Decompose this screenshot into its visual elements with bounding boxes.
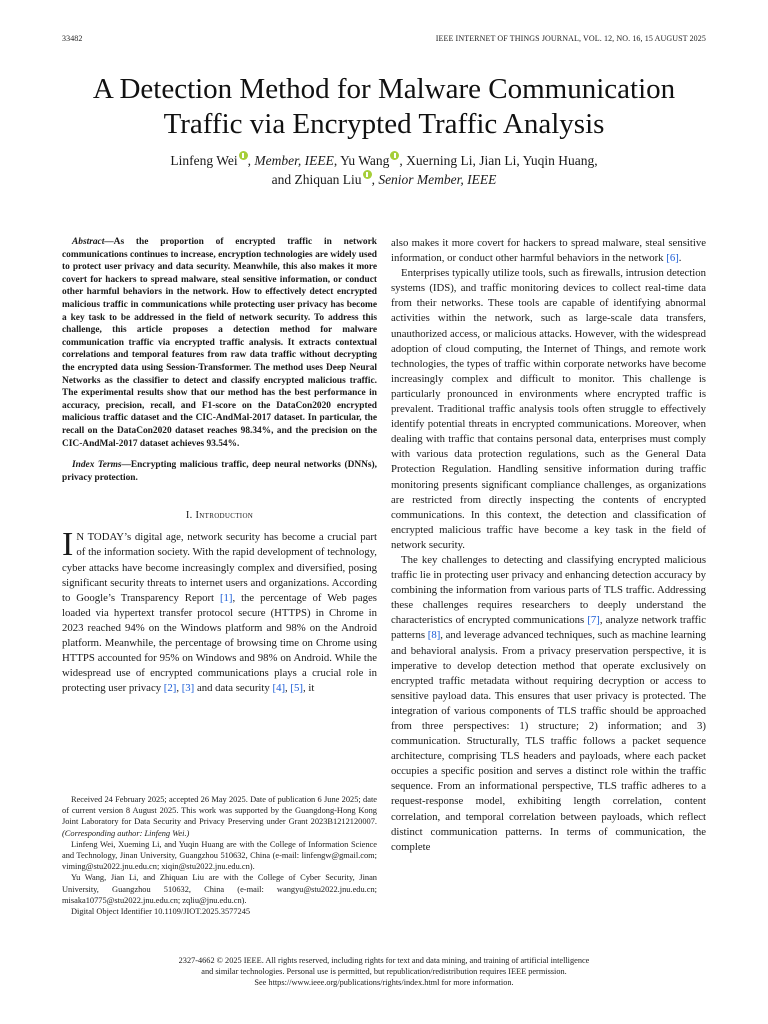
intro-text: N TODAY’s digital age, network security has become a crucial part of the information society. With the rapid development of technology, cyber attacks have become increasingly complex and diversified, posing significant security threats to internet users and organizations. According to Google’s Transparency Report: [62, 531, 377, 604]
orcid-icon[interactable]: [239, 151, 248, 160]
page-number: 33482: [62, 34, 83, 43]
abstract-text: —As the proportion of encrypted traffic in network communications continues to increase, encryption technologies are widely used to protect user privacy and data security. Meanwhile, this also makes it more covert for hackers to spread malware, steal sensitive information, or conduct other harmful behaviors in the network. How to effectively detect encrypted malicious traffic in communications while protecting user privacy has become a key task to be addressed in the field of network security. To address this challenge, this article proposes a detection method for malware communication traffic via encrypted traffic analysis. It extracts contextual correlations and temporal features from raw data traffic without decrypting the encrypted data using Session-Transformer. The method uses Deep Neural Networks as the classifier to detect and classify encrypted malicious traffic. The experimental results show that our method has the best performance in accuracy, precision, recall, and F1-score on the DataCon2020 encrypted malicious traffic dataset and the CIC-AndMal-2017 dataset. In particular, the recall on the DataCon2020 dataset reaches 98.34%, and the precision on the CIC-AndMal-2017 dataset achieves 93.54%.: [62, 237, 377, 449]
left-column: [62, 236, 377, 696]
author-name: Linfeng Wei: [170, 153, 238, 168]
citation-link[interactable]: [2]: [163, 682, 177, 695]
citation-link[interactable]: [7]: [587, 614, 600, 627]
citation-link[interactable]: [1]: [219, 591, 233, 604]
body-text: , and leverage advanced techniques, such as machine learning and behavioral analysis. From a privacy preservation perspective, it is imperative to develop detection method that operate exclusively on encrypted traffic metadata without requiring decryption or access to sensitive payload data. This ensures that user privacy is protected. The integration of various components of TLS traffic should be approached from three perspectives: 1) structure; 2) information; and 3) communication. Structurally, TLS traffic follows a packet sequence architecture, comprising TLS headers and payloads, where each packet occupies a specific position and serves a distinct role within the traffic sequence. From an informational perspective, TLS traffic adheres to a request-response model, exhibiting length correlation, content correlation, and temporal correlation between payloads, which reflect distinct communication patterns. In terms of communication, the complete: [391, 629, 706, 853]
drop-cap: I: [62, 526, 74, 564]
citation-link[interactable]: [5]: [290, 682, 303, 695]
orcid-icon[interactable]: [390, 151, 399, 160]
section-heading: [62, 508, 377, 523]
body-text: also makes it more covert for hackers to spread malware, steal sensitive information, or conduct other harmful behaviors in the network: [391, 237, 706, 265]
citation-link[interactable]: [6]: [666, 252, 679, 265]
footnote-affiliation-1: Linfeng Wei, Xueming Li, and Yuqin Huang are with the College of Information Science and Technology, Jinan University, Guangzhou 510632, China (e-mail: linfengw@gmail.com; viming@stu2022.jnu.edu.cn; xiqin@stu2022.jnu.edu.cn).: [62, 839, 377, 872]
orcid-icon[interactable]: [363, 170, 372, 179]
intro-paragraph: [62, 526, 377, 696]
title-line-1: A Detection Method for Malware Communication: [92, 73, 676, 105]
separator: ,: [285, 682, 291, 695]
citation-link[interactable]: [8]: [427, 629, 441, 642]
right-paragraph: [391, 236, 706, 266]
index-terms: [62, 459, 377, 484]
citation-link[interactable]: [3]: [181, 682, 195, 695]
index-terms-lead: Index Terms: [72, 460, 122, 471]
author-line-2: and Zhiquan Liu , Senior Member, IEEE: [271, 172, 497, 187]
footnotes: [62, 794, 377, 917]
author-role: Member, IEEE: [254, 153, 334, 168]
separator: ,: [176, 682, 182, 695]
footnote-affiliation-2: Yu Wang, Jian Li, and Zhiquan Liu are with the College of Cyber Security, Jinan University, Guangzhou 510632, China (e-mail: wangyu@stu2022.jnu.edu.cn; misaka10775@stu2022.jnu.edu.cn; zqliu@jnu.edu.cn).: [62, 873, 377, 905]
intro-text: and data security: [194, 682, 273, 695]
abstract-lead: Abstract: [72, 237, 105, 247]
copyright-line-1: 2327-4662 © 2025 IEEE. All rights reserved, including rights for text and data mining, and training of artificial intelligence: [178, 956, 590, 965]
footnote-text: Received 24 February 2025; accepted 26 May 2025. Date of publication 6 June 2025; date of current version 8 August 2025. This work was supported by the Guangdong-Hong Kong Joint Laboratory for Data Security and Privacy Preserving under Grant 2023B1212120007.: [62, 795, 377, 827]
right-paragraph: [391, 553, 706, 855]
section-title: Introduction: [195, 510, 254, 522]
right-paragraph: Enterprises typically utilize tools, such as firewalls, intrusion detection systems (IDS), and traffic monitoring devices to collect real-time data from their networks. These tools are capable of identifying abnormal activities within the network, such as large-scale data transfers, unauthorized access, or malicious attacks. However, with the widespread adoption of cloud computing, the Internet of Things, and remote work technologies, the types of traffic within corporate networks have become increasingly complex and difficult to monitor. This challenge is particularly pronounced in environments where encrypted traffic is prevalent. Traditional traffic analysis tools often struggle to effectively identify potential threats in encrypted communications. Moreover, when dealing with traffic that contains personal data, enterprises must comply with various data protection regulations, such as the General Data Protection Regulation. Handling sensitive information during traffic monitoring presents significant compliance challenges, as organizations are restricted from directly inspecting the contents of encrypted communications. In this context, the detection and classification of encrypted malicious traffic have become a key task in the field of network security.: [391, 267, 706, 551]
copyright-notice: [62, 955, 706, 989]
footnote-doi: Digital Object Identifier 10.1109/JIOT.2025.3577245: [71, 907, 251, 917]
author-list: [40, 151, 728, 189]
copyright-line-2: and similar technologies. Personal use is permitted, but republication/redistribution requires IEEE permission.: [201, 967, 567, 977]
author-name: Yu Wang: [340, 153, 390, 168]
copyright-line-3: See https://www.ieee.org/publications/rights/index.html for more information.: [254, 978, 514, 988]
intro-text: , it: [302, 682, 315, 695]
section-numeral: I.: [185, 510, 196, 522]
right-column: [391, 236, 706, 855]
body-text: , analyze network traffic patterns: [391, 614, 706, 642]
journal-running-head: IEEE INTERNET OF THINGS JOURNAL, VOL. 12, NO. 16, 15 AUGUST 2025: [435, 34, 706, 43]
body-text: .: [678, 252, 682, 265]
author-role: Senior Member, IEEE: [378, 172, 497, 187]
author-line-1: Linfeng Wei , Member, IEEE, Yu Wang , Xuerning Li, Jian Li, Yuqin Huang,: [170, 153, 598, 168]
body-text: The key challenges to detecting and classifying encrypted malicious traffic lie in protecting user privacy and enhancing detection accuracy by combining the information from various parts of TLS traffic. Addressing these challenges requires researchers to deeply understand the characteristics of encrypted communications: [391, 553, 706, 627]
intro-text: , the percentage of Web pages loaded via hypertext transfer protocol secure (HTTPS) in Chrome in 2023 reached 94% on the Windows platform and 98% on the Android platform. Meanwhile, the percentage of browsing time on Chrome using HTTPS accounted for 95% on Windows and 98% on Android. While the widespread use of encrypted communications plays a crucial role in protecting user privacy: [62, 591, 377, 695]
corresponding-author: (Corresponding author: Linfeng Wei.): [62, 828, 190, 838]
title-line-2: Traffic via Encrypted Traffic Analysis: [163, 108, 605, 140]
author-names: Xuerning Li, Jian Li, Yuqin Huang,: [406, 153, 598, 168]
index-terms-text: —Encrypting malicious traffic, deep neural networks (DNNs), privacy protection.: [62, 460, 377, 483]
paper-title: [40, 72, 728, 142]
footnote-received: [62, 794, 377, 839]
abstract: [62, 236, 377, 450]
citation-link[interactable]: [4]: [272, 682, 286, 695]
author-name: and Zhiquan Liu: [271, 172, 362, 187]
